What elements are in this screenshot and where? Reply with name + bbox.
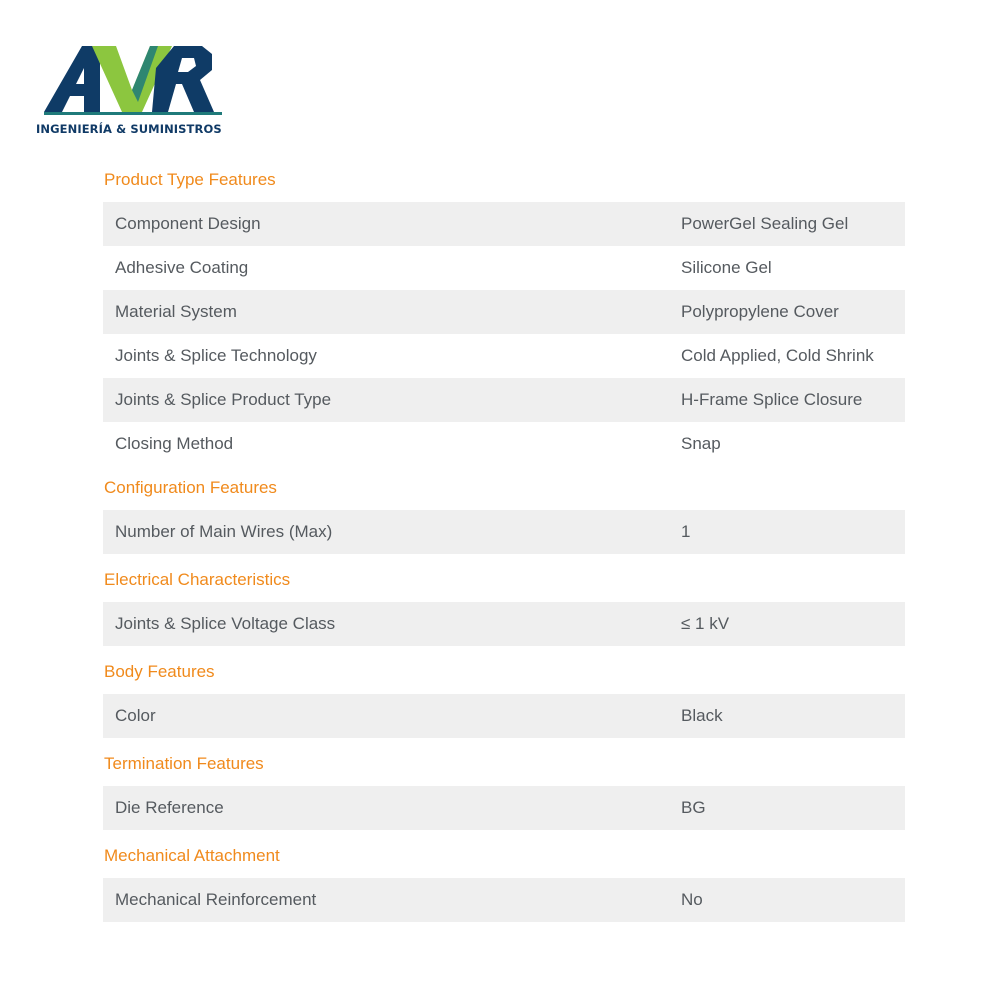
spec-row — [103, 878, 905, 922]
spec-table-termination — [103, 786, 905, 830]
spec-value: PowerGel Sealing Gel — [680, 202, 905, 246]
spec-label: Die Reference — [103, 786, 680, 830]
spec-value: Black — [680, 694, 905, 738]
spec-table-configuration — [103, 510, 905, 554]
company-logo — [34, 40, 224, 140]
spec-label: Component Design — [103, 202, 680, 246]
spec-row — [103, 202, 905, 246]
spec-row — [103, 378, 905, 422]
spec-row — [103, 602, 905, 646]
spec-value: BG — [680, 786, 905, 830]
spec-row — [103, 422, 905, 466]
spec-row — [103, 334, 905, 378]
spec-value: No — [680, 878, 905, 922]
spec-value: Silicone Gel — [680, 246, 905, 290]
spec-label: Joints & Splice Product Type — [103, 378, 680, 422]
spec-value: ≤ 1 kV — [680, 602, 905, 646]
specifications-panel — [103, 158, 905, 922]
spec-label: Number of Main Wires (Max) — [103, 510, 680, 554]
spec-value: Snap — [680, 422, 905, 466]
spec-label: Joints & Splice Technology — [103, 334, 680, 378]
section-title-electrical: Electrical Characteristics — [104, 570, 291, 589]
spec-row — [103, 246, 905, 290]
spec-label: Joints & Splice Voltage Class — [103, 602, 680, 646]
section-title-termination: Termination Features — [104, 754, 264, 773]
section-title-configuration: Configuration Features — [104, 478, 277, 497]
spec-table-product-type — [103, 202, 905, 466]
section-title-body: Body Features — [104, 662, 215, 681]
spec-value: Polypropylene Cover — [680, 290, 905, 334]
spec-value: 1 — [680, 510, 905, 554]
spec-row — [103, 786, 905, 830]
spec-row — [103, 694, 905, 738]
spec-row — [103, 510, 905, 554]
spec-table-body — [103, 694, 905, 738]
section-title-mechanical: Mechanical Attachment — [104, 846, 280, 865]
spec-value: Cold Applied, Cold Shrink — [680, 334, 905, 378]
spec-value: H-Frame Splice Closure — [680, 378, 905, 422]
company-tagline: INGENIERÍA & SUMINISTROS — [36, 122, 222, 136]
spec-label: Mechanical Reinforcement — [103, 878, 680, 922]
section-title-product-type: Product Type Features — [104, 170, 276, 189]
spec-label: Adhesive Coating — [103, 246, 680, 290]
spec-label: Material System — [103, 290, 680, 334]
spec-label: Color — [103, 694, 680, 738]
spec-table-mechanical — [103, 878, 905, 922]
spec-label: Closing Method — [103, 422, 680, 466]
avr-logo-icon — [34, 40, 224, 120]
spec-table-electrical — [103, 602, 905, 646]
spec-row — [103, 290, 905, 334]
